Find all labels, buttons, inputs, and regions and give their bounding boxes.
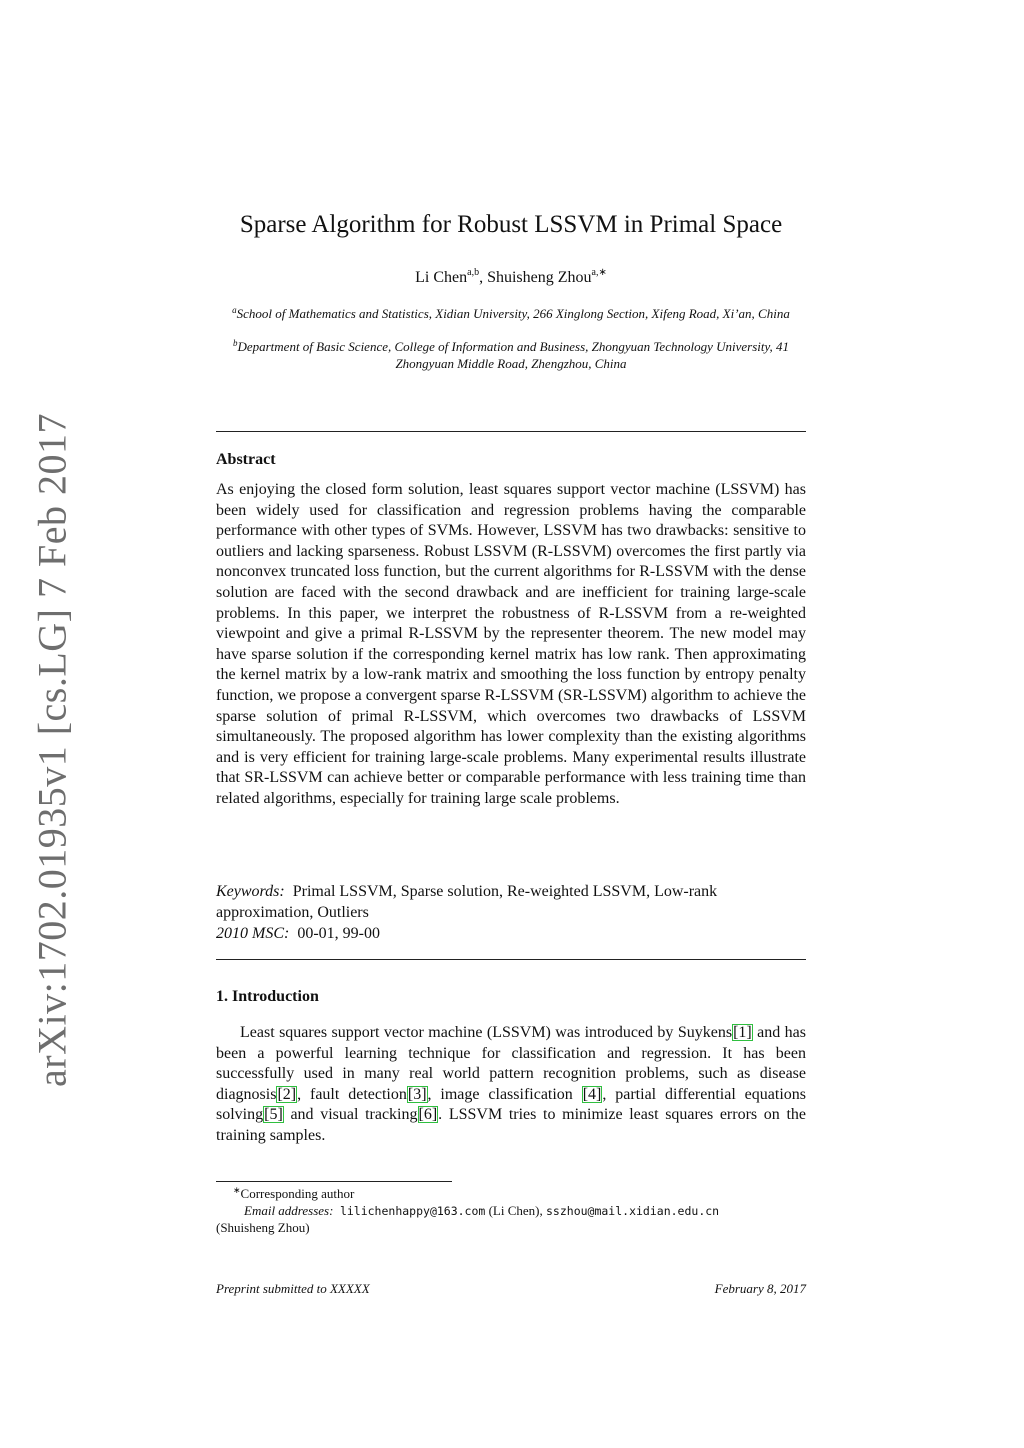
author-affiliation-mark: a,∗ [591, 267, 607, 278]
intro-text-run: . LSSVM tries to minimize least squares errors on the training samples. [216, 1106, 806, 1144]
affiliation-a [216, 305, 806, 322]
intro-text-run: and has been a powerful learning technique for classification and regression. It has been successfully used in many real world pattern recognition problems, such as disease diagnosis [216, 1024, 806, 1103]
author-name: Li Chen [415, 269, 468, 286]
msc-block [216, 924, 806, 945]
affiliation-b [216, 338, 806, 372]
affiliation-text: School of Mathematics and Statistics, Xidian University, 266 Xinglong Section, Xifeng Road, Xi’an, China [236, 306, 790, 321]
author-line [216, 266, 806, 290]
author-name: Shuisheng Zhou [487, 269, 592, 286]
email-note-continued [216, 1219, 806, 1236]
intro-text-run: , image classification [427, 1085, 582, 1103]
email-address[interactable]: lilichenhappy@163.com [339, 1204, 486, 1218]
author-affiliation-mark: a,b [467, 267, 480, 278]
abstract-body: As enjoying the closed form solution, least squares support vector machine (LSSVM) has been widely used for classification and regression problems having the comparable performance with other types of SVMs. However, LSSVM has two drawbacks: sensitive to outliers and lacking sparseness. Robust LSSVM (R-LSSVM) overcomes the first partly via nonconvex truncated loss function, but the current algorithms for R-LSSVM with the dense solution are faced with the second drawback and are inefficient for training large-scale problems. In this paper, we interpret the robustness of R-LSSVM from a re-weighted viewpoint and give a primal R-LSSVM by the representer theorem. The new model may have sparse solution if the corresponding kernel matrix has low rank. Then approximating the kernel matrix by a low-rank matrix and smoothing the loss function by entropy penalty function, we propose a convergent sparse R-LSSVM (SR-LSSVM) algorithm to achieve the sparse solution of primal R-LSSVM, which overcomes two drawbacks of LSSVM simultaneously. The proposed algorithm has lower complexity than the existing algorithms and is very efficient for training large-scale problems. Many experimental results illustrate that SR-LSSVM can achieve better or comparable performance with less training time than related algorithms, especially for training large scale problems. [216, 481, 806, 807]
citation-link[interactable]: [4] [582, 1085, 602, 1103]
msc-text: 00-01, 99-00 [297, 925, 380, 942]
preprint-note: Preprint submitted to XXXXX [216, 1281, 370, 1296]
citation-link[interactable]: [2] [277, 1085, 297, 1103]
msc-label: 2010 MSC: [216, 925, 290, 942]
corresponding-author-note [216, 1185, 806, 1202]
abstract-heading: Abstract [216, 451, 276, 468]
arxiv-identifier: arXiv:1702.01935v1 [cs.LG] 7 Feb 2017 [29, 413, 75, 1087]
email-address[interactable]: sszhou@mail.xidian.edu.cn [546, 1204, 720, 1218]
email-owner: (Li Chen), [485, 1203, 546, 1218]
abstract-bottom-rule [216, 959, 806, 960]
preprint-date: February 8, 2017 [714, 1281, 806, 1296]
keywords-block [216, 882, 806, 923]
affiliation-mark: a [232, 305, 237, 315]
citation-link[interactable]: [6] [418, 1106, 438, 1124]
intro-text-run: Least squares support vector machine (LSSVM) was introduced by Suykens [240, 1024, 733, 1041]
paper-title: Sparse Algorithm for Robust LSSVM in Primal Space [239, 211, 783, 238]
author-separator: , [479, 269, 488, 286]
intro-text-run: and visual tracking [283, 1106, 418, 1124]
abstract-top-rule [216, 431, 806, 432]
affiliation-text: Department of Basic Science, College of Information and Business, Zhongyuan Technology University, 41 Zhongyuan Middle Road, Zhengzhou, China [237, 339, 790, 371]
email-label: Email addresses: [244, 1203, 334, 1218]
email-owner: (Shuisheng Zhou) [216, 1220, 310, 1235]
intro-text-run: , partial differential equations solving [216, 1085, 806, 1124]
citation-link[interactable]: [5] [264, 1106, 283, 1124]
citation-link[interactable]: [3] [407, 1085, 427, 1103]
keywords-label: Keywords: [216, 883, 285, 900]
keywords-text: Primal LSSVM, Sparse solution, Re-weighted LSSVM, Low-rank approximation, Outliers [216, 883, 718, 921]
affiliation-mark: b [232, 338, 238, 348]
footnote-text: Corresponding author [240, 1186, 355, 1201]
intro-text-run: , fault detection [297, 1085, 407, 1103]
introduction-heading: 1. Introduction [216, 988, 319, 1005]
email-note [216, 1202, 806, 1220]
citation-link[interactable]: [1] [733, 1024, 752, 1041]
footnote-mark: ∗ [233, 1185, 241, 1195]
introduction-paragraph [216, 1023, 806, 1147]
footnote-rule [216, 1181, 452, 1182]
